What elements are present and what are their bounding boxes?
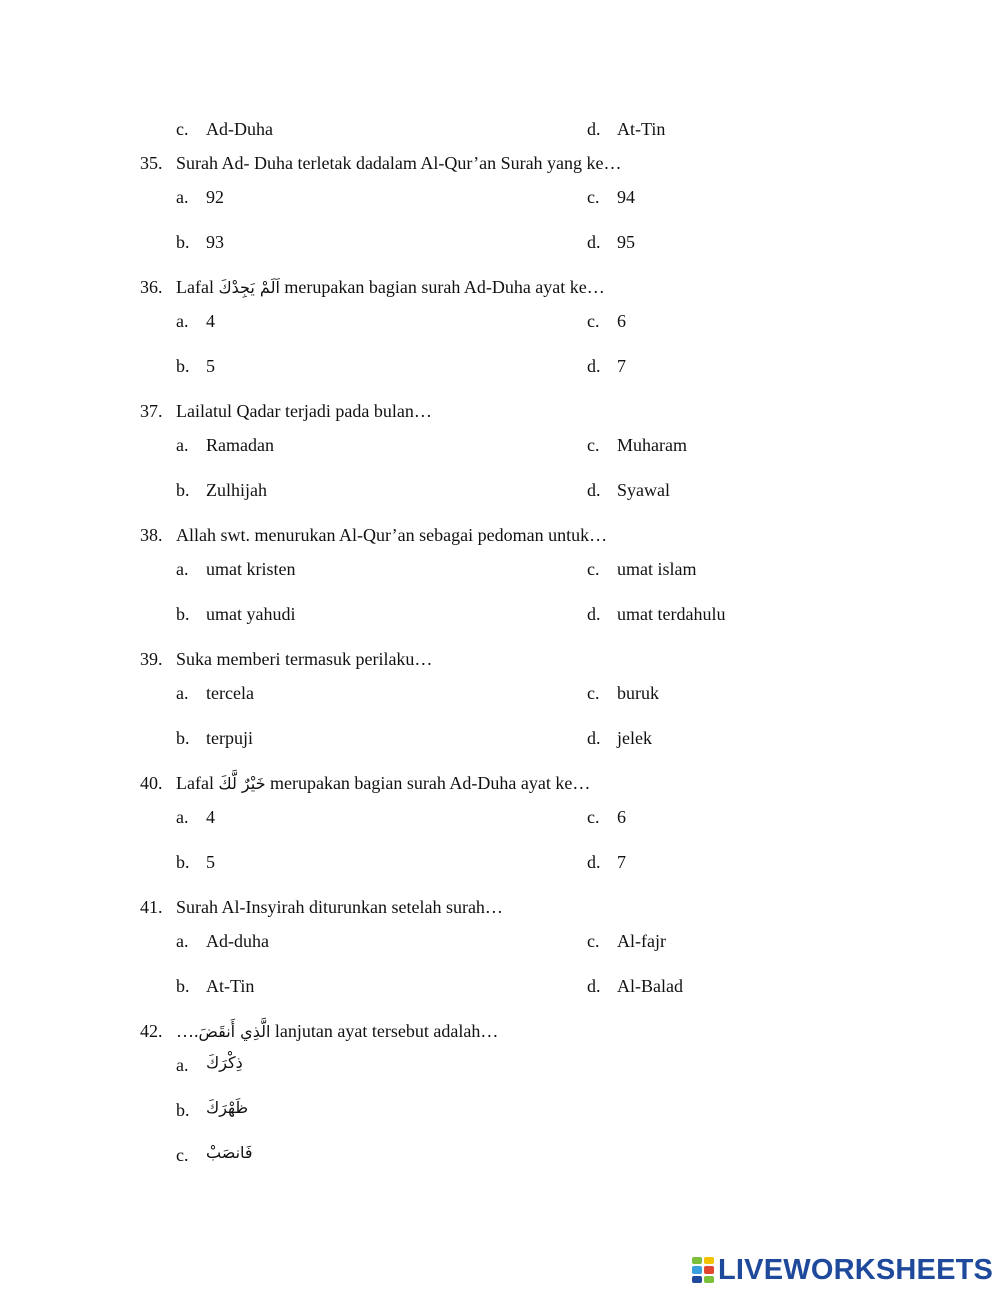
option-letter: b. bbox=[176, 976, 190, 996]
option-letter: a. bbox=[176, 807, 189, 827]
option-letter: b. bbox=[176, 480, 190, 500]
option-text: 4 bbox=[206, 807, 215, 827]
option-letter: d. bbox=[587, 976, 601, 996]
question-text bbox=[176, 277, 605, 298]
option-letter: d. bbox=[587, 232, 601, 252]
option-letter: d. bbox=[587, 604, 601, 624]
option-letter: c. bbox=[587, 435, 600, 455]
option-text: At-Tin bbox=[206, 976, 255, 996]
option-letter: a. bbox=[176, 1055, 189, 1075]
option-letter: d. bbox=[587, 480, 601, 500]
option-text: 4 bbox=[206, 311, 215, 331]
option-text: Al-fajr bbox=[617, 931, 666, 951]
question-number: 41. bbox=[140, 897, 163, 917]
option-text: tercela bbox=[206, 683, 254, 703]
question-text: Suka memberi termasuk perilaku… bbox=[176, 649, 433, 669]
option-text: 7 bbox=[617, 356, 626, 376]
question-text bbox=[176, 1021, 498, 1042]
question-text: Lailatul Qadar terjadi pada bulan… bbox=[176, 401, 432, 421]
option-letter: c. bbox=[176, 119, 189, 139]
option-letter: a. bbox=[176, 559, 189, 579]
option-text: 5 bbox=[206, 852, 215, 872]
question-text: Allah swt. menurukan Al-Qur’an sebagai pedoman untuk… bbox=[176, 525, 608, 545]
question-number: 37. bbox=[140, 401, 163, 421]
option-letter: c. bbox=[176, 1145, 189, 1165]
option-text: ظَهْرَكَ bbox=[206, 1098, 249, 1117]
option-text: Ad-Duha bbox=[206, 119, 273, 139]
option-text: 6 bbox=[617, 311, 626, 331]
question-text-after: merupakan bagian surah Ad-Duha ayat ke… bbox=[269, 773, 591, 793]
question-text-after: merupakan bagian surah Ad-Duha ayat ke… bbox=[284, 277, 605, 297]
option-text: 6 bbox=[617, 807, 626, 827]
option-letter: c. bbox=[587, 807, 600, 827]
option-letter: b. bbox=[176, 728, 190, 748]
option-letter: d. bbox=[587, 119, 601, 139]
option-letter: c. bbox=[587, 559, 600, 579]
question-number: 39. bbox=[140, 649, 163, 669]
option-letter: d. bbox=[587, 728, 601, 748]
question-text-before: …. bbox=[176, 1021, 199, 1041]
option-letter: c. bbox=[587, 683, 600, 703]
option-text: 7 bbox=[617, 852, 626, 872]
option-letter: b. bbox=[176, 356, 190, 376]
arabic-phrase: الَّذِي أَنقَضَ bbox=[198, 1022, 271, 1041]
option-text: umat islam bbox=[617, 559, 697, 579]
option-letter: a. bbox=[176, 311, 189, 331]
question-text: Surah Al-Insyirah diturunkan setelah surah… bbox=[176, 897, 503, 917]
question-number: 38. bbox=[140, 525, 163, 545]
option-text: ذِكْرَكَ bbox=[206, 1053, 243, 1072]
option-letter: b. bbox=[176, 604, 190, 624]
option-letter: c. bbox=[587, 187, 600, 207]
option-text: terpuji bbox=[206, 728, 253, 748]
option-letter: a. bbox=[176, 683, 189, 703]
option-letter: c. bbox=[587, 931, 600, 951]
option-text: فَانصَبْ bbox=[206, 1143, 253, 1162]
question-text bbox=[176, 773, 590, 794]
option-text: At-Tin bbox=[617, 119, 666, 139]
option-text: umat terdahulu bbox=[617, 604, 726, 624]
question-number: 42. bbox=[140, 1021, 163, 1041]
question-number: 35. bbox=[140, 153, 163, 173]
option-text: umat yahudi bbox=[206, 604, 296, 624]
question-number: 40. bbox=[140, 773, 163, 793]
question-text-before: Lafal bbox=[176, 773, 214, 793]
option-letter: c. bbox=[587, 311, 600, 331]
option-letter: d. bbox=[587, 356, 601, 376]
liveworksheets-logo-icon bbox=[692, 1257, 714, 1283]
option-text: buruk bbox=[617, 683, 659, 703]
question-text: Surah Ad- Duha terletak dadalam Al-Qur’an Surah yang ke… bbox=[176, 153, 622, 173]
option-text: 92 bbox=[206, 187, 224, 207]
option-text: jelek bbox=[617, 728, 652, 748]
option-letter: a. bbox=[176, 187, 189, 207]
option-letter: a. bbox=[176, 435, 189, 455]
question-text-before: Lafal bbox=[176, 277, 214, 297]
option-text: Ramadan bbox=[206, 435, 274, 455]
liveworksheets-logo bbox=[692, 1254, 993, 1286]
option-text: 95 bbox=[617, 232, 635, 252]
option-letter: b. bbox=[176, 1100, 190, 1120]
logo-wordmark: LIVEWORKSHEETS bbox=[718, 1253, 994, 1286]
option-text: 93 bbox=[206, 232, 224, 252]
option-text: Al-Balad bbox=[617, 976, 683, 996]
option-letter: a. bbox=[176, 931, 189, 951]
option-letter: b. bbox=[176, 852, 190, 872]
option-letter: b. bbox=[176, 232, 190, 252]
option-letter: d. bbox=[587, 852, 601, 872]
question-number: 36. bbox=[140, 277, 163, 297]
option-text: 5 bbox=[206, 356, 215, 376]
arabic-phrase: اَلَمْ يَجِدْكَ bbox=[218, 278, 280, 297]
option-text: Muharam bbox=[617, 435, 687, 455]
option-text: Syawal bbox=[617, 480, 670, 500]
option-text: umat kristen bbox=[206, 559, 296, 579]
option-text: Zulhijah bbox=[206, 480, 267, 500]
option-text: Ad-duha bbox=[206, 931, 269, 951]
question-text-after: lanjutan ayat tersebut adalah… bbox=[274, 1021, 499, 1041]
arabic-phrase: خَيْرٌ لَّكَ bbox=[218, 774, 266, 793]
option-text: 94 bbox=[617, 187, 635, 207]
